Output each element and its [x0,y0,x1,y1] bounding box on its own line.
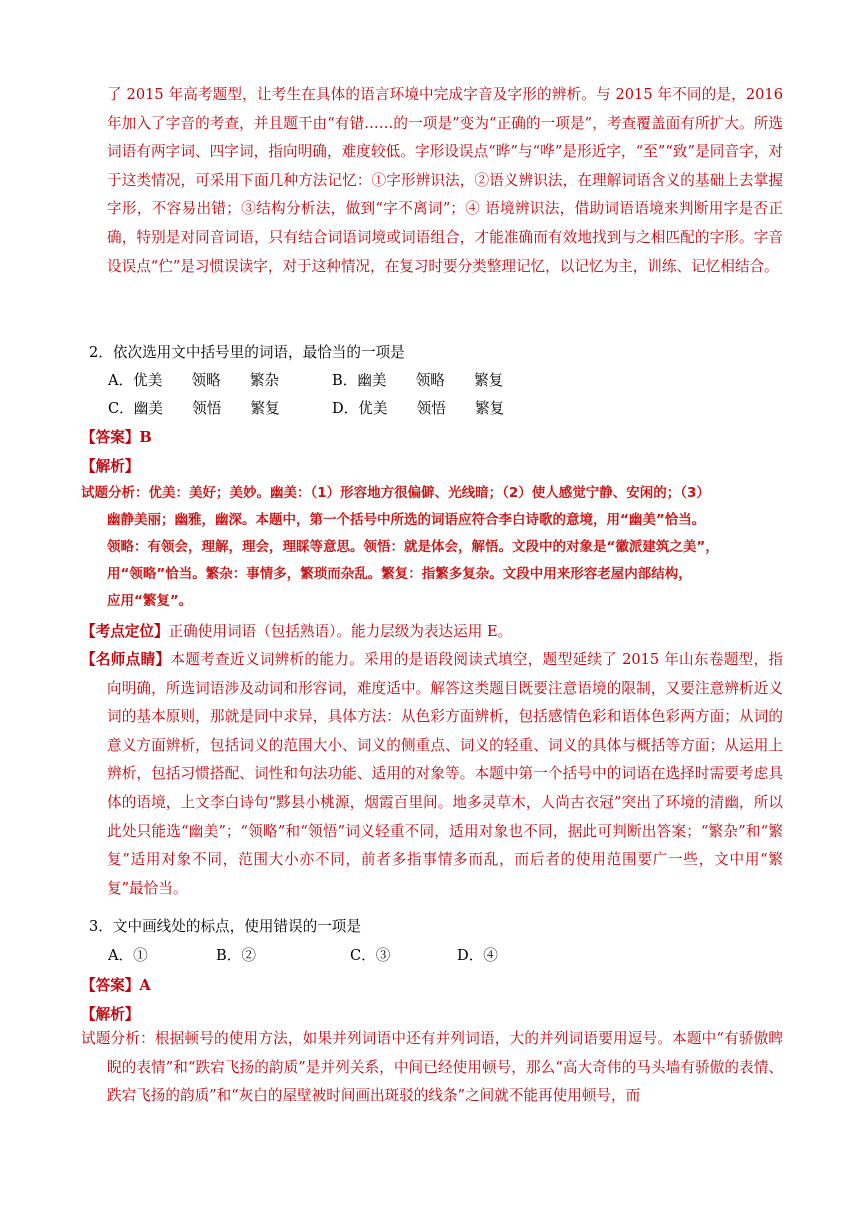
q2-option-c: C．幽美 领悟 繁复 [108,400,280,417]
q2-analysis-line: 应用“繁复”。 [107,593,193,609]
q2-analysis-line: 用“领略”恰当。繁杂：事情多，繁琐而杂乱。繁复：指繁多复杂。文段中用来形容老屋内部结构， [107,566,692,582]
q2-mingshi [81,646,783,903]
q3-answer [81,976,151,996]
q2-answer-label: 【答案】 [81,429,140,446]
q2-kaodian-label: 【考点定位】 [81,623,169,640]
q3-question: 3．文中画线处的标点，使用错误的一项是 [89,918,361,935]
q3-analysis-text: 试题分析：根据顿号的使用方法，如果并列词语中还有并列词语，大的并列词语要用逗号。本题中“有骄傲睥睨的表情”和“跌宕飞扬的韵质”是并列关系，中间已经使用顿号，那么“高大奇伟的马头墙有骄傲的表情、跌宕飞扬的韵质”和“灰白的屋壁被时间画出斑驳的线条”之间就不能再使用顿号，而 [81,1030,783,1105]
q2-analysis-heading [81,457,139,477]
q2-analysis-line: 试题分析：优美：美好；美妙。幽美：（1）形容地方很偏僻、光线暗；（2）使人感觉宁静、安闲的；（3） [81,485,710,501]
q2-kaodian [81,622,512,642]
q3-option-b: B．② [216,947,256,964]
q3-option-c: C．③ [350,947,391,964]
q1-explanation-text: 了 2015 年高考题型，让考生在具体的语言环境中完成字音及字形的辨析。与 2015 年不同的是，2016 年加入了字音的考查，并且题干由“有错……的一项是”变为“正确的一项是”，考查覆盖面有所扩大。所选词语有两字词、四字词，指向明确，难度较低。字形设误点“晔”与“哗”是形近字，“至”“致”是同音字，对于这类情况，可采用下面几种方法记忆：①字形辨识法，②语义辨识法，在理解词语含义的基础上去掌握字形，不容易出错；③结构分析法，做到“字不离词”；④ 语境辨识法，借助词语语境来判断用字是否正确，特别是对同音词语，只有结合词语词境或词语组合，才能准确而有效地找到与之相匹配的字形。字音设误点“伫”是习惯误读字，对于这种情况，在复习时要分类整理记忆，以记忆为主，训练、记忆相结合。 [107,86,783,275]
q3-answer-label: 【答案】 [81,977,140,994]
q2-kaodian-text: 正确使用词语（包括熟语）。能力层级为表达运用 E。 [168,623,513,640]
q2-analysis-line: 幽静美丽；幽雅，幽深。本题中，第一个括号中所选的词语应符合李白诗歌的意境，用“幽美”恰当。 [107,512,706,528]
q2-analysis-line: 领略：有领会，理解，理会，理睬等意思。领悟：就是体会，解悟。文段中的对象是“徽派建筑之美”， [107,539,719,555]
q3-option-d: D．④ [457,947,498,964]
q3-answer-value: A [139,977,151,994]
q2-answer [81,428,152,448]
q2-option-a: A．优美 领略 繁杂 [108,372,280,389]
q2-option-b: B．幽美 领略 繁复 [332,372,504,389]
q2-question: 2．依次选用文中括号里的词语，最恰当的一项是 [89,344,405,361]
q2-answer-value: B [139,429,152,446]
q3-analysis-heading [81,1005,139,1025]
q3-option-a: A．① [108,947,148,964]
q2-mingshi-text: 本题考查近义词辨析的能力。采用的是语段阅读式填空，题型延续了 2015 年山东卷题型，指向明确，所选词语涉及动词和形容词，难度适中。解答这类题目既要注意语境的限制，又要注意辨析近义词的基本原则，那就是同中求异，具体方法：从色彩方面辨析，包括感情色彩和语体色彩两方面；从词的意义方面辨析，包括词义的范围大小、词义的侧重点、词义的轻重、词义的具体与概括等方面；从运用上辨析，包括习惯搭配、词性和句法功能、适用的对象等。本题中第一个括号中的词语在选择时需要考虑具体的语境，上文李白诗句“黟县小桃源，烟霞百里间。地多灵草木，人尚古衣冠”突出了环境的清幽，所以此处只能选“幽美”；“领略”和“领悟”词义轻重不同，适用对象也不同，据此可判断出答案；“繁杂”和“繁复”适用对象不同，范围大小亦不同，前者多指事情多而乱，而后者的使用范围要广一些，文中用“繁复”最恰当。 [107,651,783,897]
q2-mingshi-label: 【名师点睛】 [81,651,171,668]
q2-analysis-label: 【解析】 [81,458,140,475]
q3-analysis-label: 【解析】 [81,1006,140,1023]
q2-option-d: D．优美 领悟 繁复 [332,400,505,417]
